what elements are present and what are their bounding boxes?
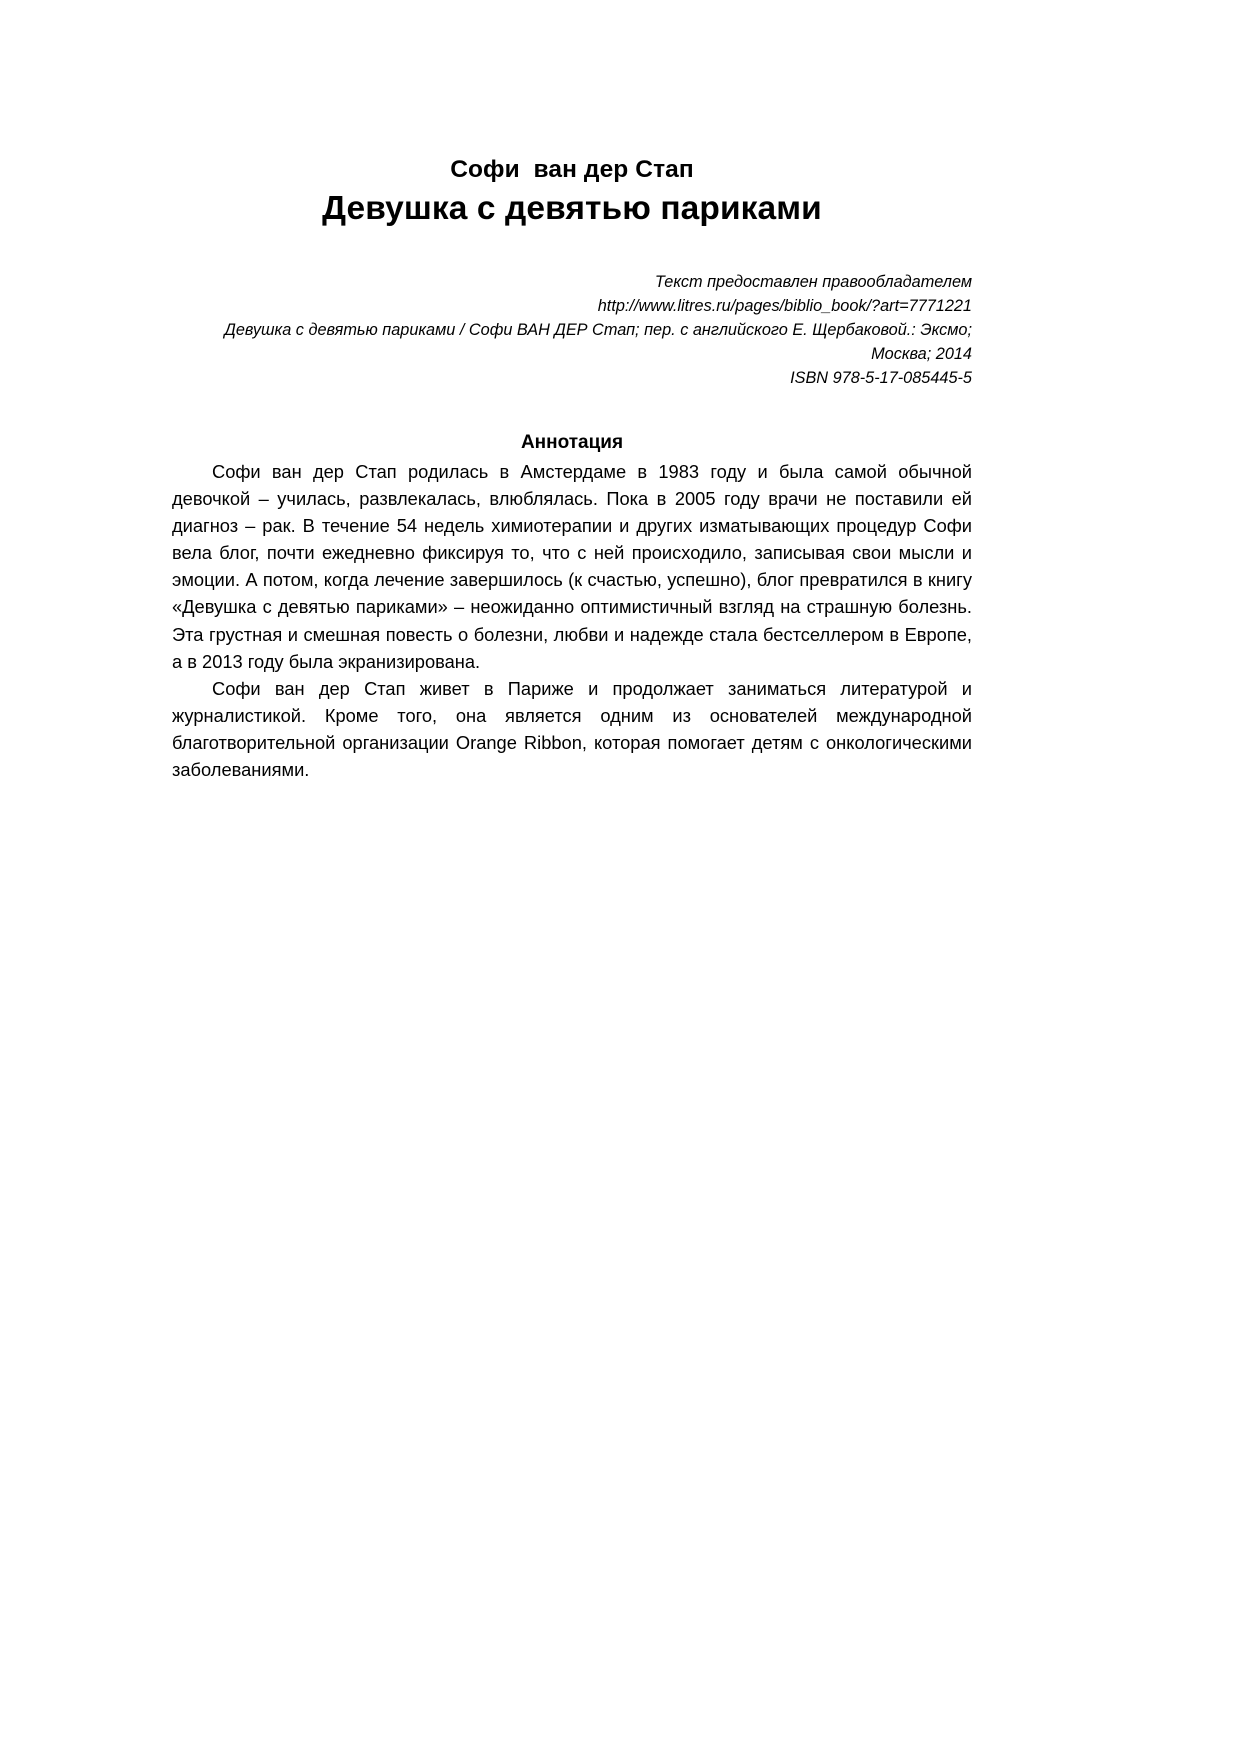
book-title: Девушка с девятью париками xyxy=(322,189,822,227)
annotation-paragraph-2: Софи ван дер Стап живет в Париже и продолжает заниматься литературой и журналистикой. Кроме того, она является одним из основателей международной благотворительной организации Orange Ribbon, которая помогает детям с онкологическими заболеваниями. xyxy=(172,677,972,781)
annotation-paragraph-1: Софи ван дер Стап родилась в Амстердаме в 1983 году и была самой обычной девочкой – училась, развлекалась, влюблялась. Пока в 2005 году врачи не поставили ей диагноз – рак. В течение 54 недель химиотерапии и других изматывающих процедур Софи вела блог, почти ежедневно фиксируя то, что с ней происходило, записывая свои мысли и эмоции. А потом, когда лечение завершилось (к счастью, успешно), блог превратился в книгу «Девушка с девятью париками» – неожиданно оптимистичный взгляд на страшную болезнь. Эта грустная и смешная повесть о болезни, любви и надежде стала бестселлером в Европе, а в 2013 году была экранизирована. xyxy=(172,460,972,672)
imprint-url-line: http://www.litres.ru/pages/biblio_book/?art=7771221 xyxy=(597,297,972,316)
page-content xyxy=(172,0,972,784)
imprint-block xyxy=(172,271,972,391)
imprint-edition-line: Девушка с девятью париками / Софи ВАН ДЕР Стап; пер. с английского Е. Щербаковой.: Эксмо; xyxy=(224,320,972,339)
title-block xyxy=(172,155,972,229)
author-name: Софи ван дер Стап xyxy=(450,156,694,183)
imprint-city-year-line: Москва; 2014 xyxy=(871,344,972,363)
imprint-rights-line: Текст предоставлен правообладателем xyxy=(654,273,972,292)
imprint-isbn-line: ISBN 978-5-17-085445-5 xyxy=(790,368,972,387)
annotation-heading: Аннотация xyxy=(520,431,624,453)
